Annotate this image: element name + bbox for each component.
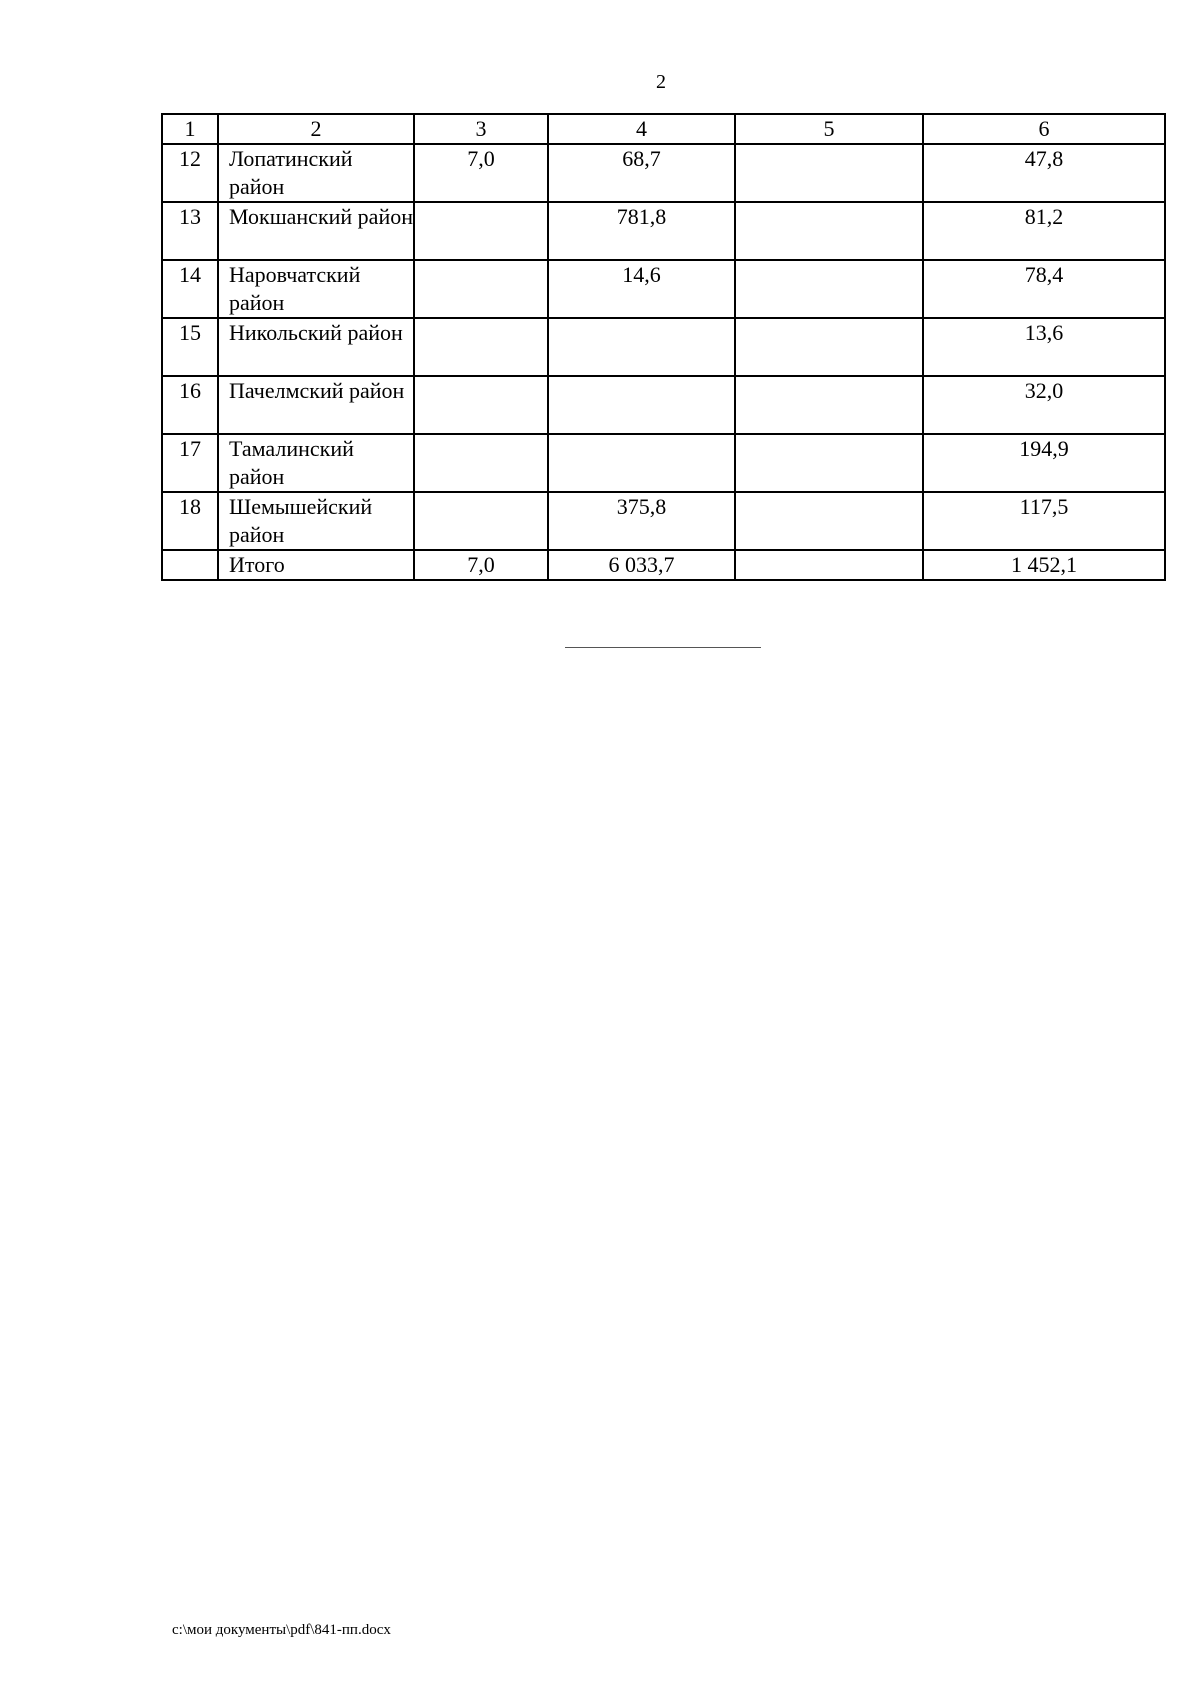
district-name: Шемышейский район: [218, 492, 414, 550]
row-number: 15: [162, 318, 218, 376]
value-col-6: 32,0: [923, 376, 1165, 434]
value-col-6: 194,9: [923, 434, 1165, 492]
column-number-header: 3: [414, 114, 548, 144]
value-col-6: 13,6: [923, 318, 1165, 376]
total-label: Итого: [218, 550, 414, 580]
value-col-5: [735, 434, 923, 492]
district-name: Мокшанский район: [218, 202, 414, 260]
row-number: [162, 550, 218, 580]
page-number: 2: [656, 71, 666, 93]
value-col-4: [548, 434, 735, 492]
total-col-4: 6 033,7: [548, 550, 735, 580]
table-row: [162, 260, 1165, 318]
row-number: 18: [162, 492, 218, 550]
separator-line: [565, 647, 761, 648]
value-col-4: 781,8: [548, 202, 735, 260]
value-col-4: 375,8: [548, 492, 735, 550]
row-number: 12: [162, 144, 218, 202]
table-total-row: [162, 550, 1165, 580]
value-col-3: [414, 260, 548, 318]
total-col-3: 7,0: [414, 550, 548, 580]
value-col-6: 81,2: [923, 202, 1165, 260]
value-col-5: [735, 202, 923, 260]
row-number: 14: [162, 260, 218, 318]
value-col-5: [735, 144, 923, 202]
row-number: 17: [162, 434, 218, 492]
table-row: [162, 434, 1165, 492]
value-col-3: [414, 318, 548, 376]
table-row: [162, 144, 1165, 202]
value-col-5: [735, 318, 923, 376]
value-col-6: 117,5: [923, 492, 1165, 550]
district-name: Лопатинский район: [218, 144, 414, 202]
district-name: Никольский район: [218, 318, 414, 376]
total-col-5: [735, 550, 923, 580]
data-table: [161, 113, 1166, 581]
value-col-3: [414, 434, 548, 492]
table-row: [162, 202, 1165, 260]
column-number-header: 5: [735, 114, 923, 144]
table-header-row: [162, 114, 1165, 144]
value-col-6: 47,8: [923, 144, 1165, 202]
value-col-3: [414, 492, 548, 550]
value-col-5: [735, 492, 923, 550]
district-name: Тамалинский район: [218, 434, 414, 492]
column-number-header: 2: [218, 114, 414, 144]
footer-file-path: c:\мои документы\pdf\841-пп.docx: [172, 1622, 391, 1638]
value-col-4: 14,6: [548, 260, 735, 318]
district-name: Пачелмский район: [218, 376, 414, 434]
value-col-4: [548, 318, 735, 376]
value-col-3: [414, 202, 548, 260]
value-col-6: 78,4: [923, 260, 1165, 318]
column-number-header: 4: [548, 114, 735, 144]
value-col-5: [735, 260, 923, 318]
value-col-5: [735, 376, 923, 434]
row-number: 13: [162, 202, 218, 260]
row-number: 16: [162, 376, 218, 434]
total-col-6: 1 452,1: [923, 550, 1165, 580]
column-number-header: 1: [162, 114, 218, 144]
column-number-header: 6: [923, 114, 1165, 144]
value-col-3: [414, 376, 548, 434]
table-row: [162, 376, 1165, 434]
value-col-4: [548, 376, 735, 434]
value-col-4: 68,7: [548, 144, 735, 202]
table-row: [162, 492, 1165, 550]
table-row: [162, 318, 1165, 376]
district-name: Наровчатский район: [218, 260, 414, 318]
value-col-3: 7,0: [414, 144, 548, 202]
